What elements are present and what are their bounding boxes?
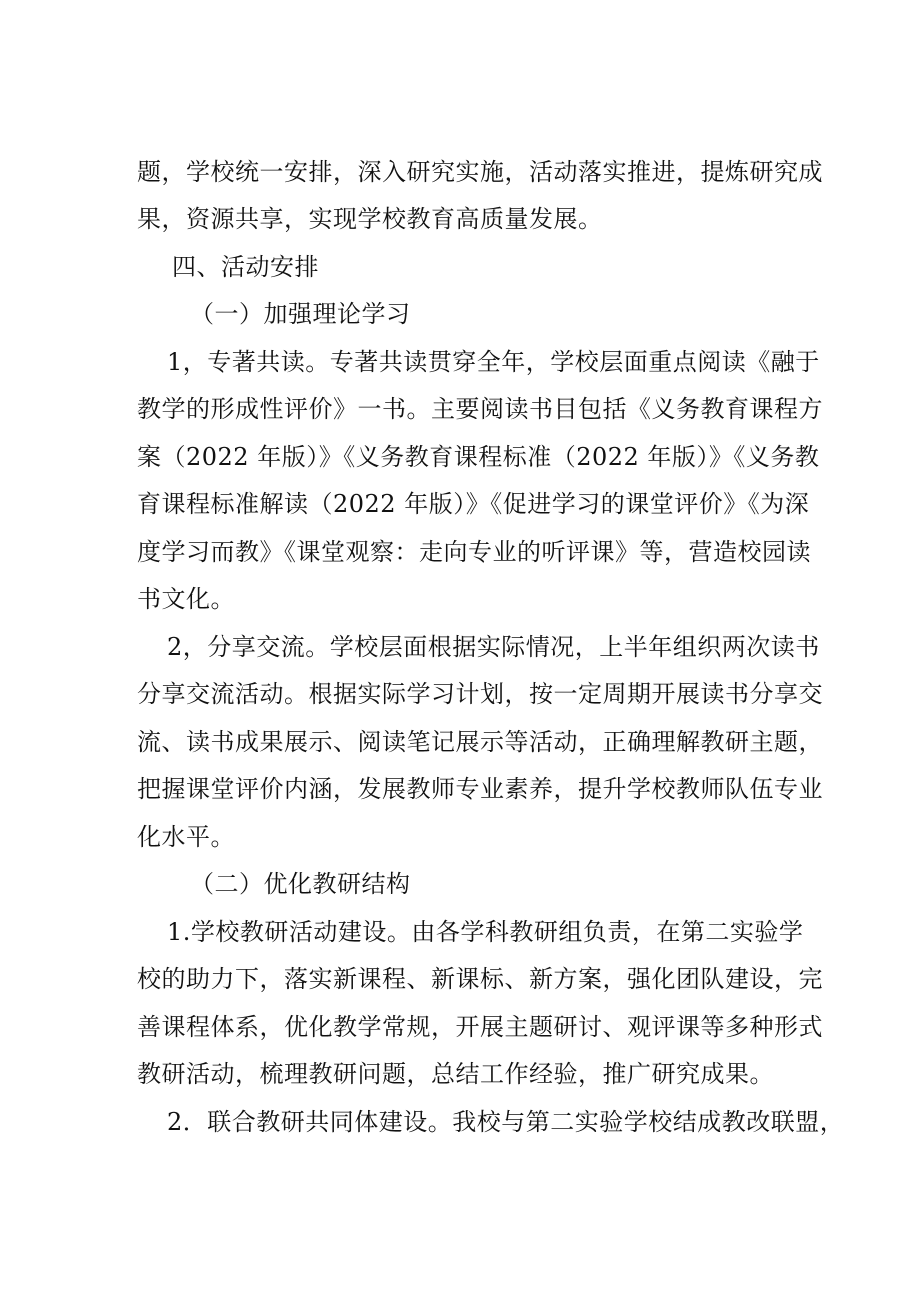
paragraph-line: 化水平。: [137, 823, 235, 851]
paragraph-line: 教学的形成性评价》一书。主要阅读书目包括《义务教育课程方: [137, 395, 823, 423]
paragraph-line: 1.学校教研活动建设。由各学科教研组负责，在第二实验学: [167, 918, 804, 946]
paragraph-line: 题，学校统一安排，深入研究实施，活动落实推进，提炼研究成: [137, 158, 823, 186]
paragraph-line: 案（2022 年版）》《义务教育课程标准（2022 年版）》《义务教: [137, 443, 820, 471]
paragraph-line: 度学习而教》《课堂观察：走向专业的听评课》等，营造校园读: [137, 538, 811, 566]
subsection-heading: （一）加强理论学习: [190, 300, 411, 328]
paragraph-line: 校的助力下，落实新课程、新课标、新方案，强化团队建设，完: [137, 965, 823, 993]
subsection-heading: （二）优化教研结构: [190, 870, 411, 898]
section-heading: 四、活动安排: [172, 253, 319, 281]
paragraph-line: 2．联合教研共同体建设。我校与第二实验学校结成教改联盟，: [167, 1108, 845, 1136]
paragraph-line: 把握课堂评价内涵，发展教师专业素养，提升学校教师队伍专业: [137, 775, 823, 803]
paragraph-line: 流、读书成果展示、阅读笔记展示等活动，正确理解教研主题，: [137, 728, 823, 756]
paragraph-line: 1，专著共读。专著共读贯穿全年，学校层面重点阅读《融于: [167, 348, 820, 376]
paragraph-line: 分享交流活动。根据实际学习计划，按一定周期开展读书分享交: [137, 680, 823, 708]
paragraph-line: 育课程标准解读（2022 年版）》《促进学习的课堂评价》《为深: [137, 490, 810, 518]
paragraph-line: 书文化。: [137, 585, 235, 613]
paragraph-line: 善课程体系，优化教学常规，开展主题研讨、观评课等多种形式: [137, 1013, 823, 1041]
paragraph-line: 教研活动，梳理教研问题，总结工作经验，推广研究成果。: [137, 1060, 774, 1088]
paragraph-line: 果，资源共享，实现学校教育高质量发展。: [137, 205, 603, 233]
paragraph-line: 2，分享交流。学校层面根据实际情况，上半年组织两次读书: [167, 633, 820, 661]
